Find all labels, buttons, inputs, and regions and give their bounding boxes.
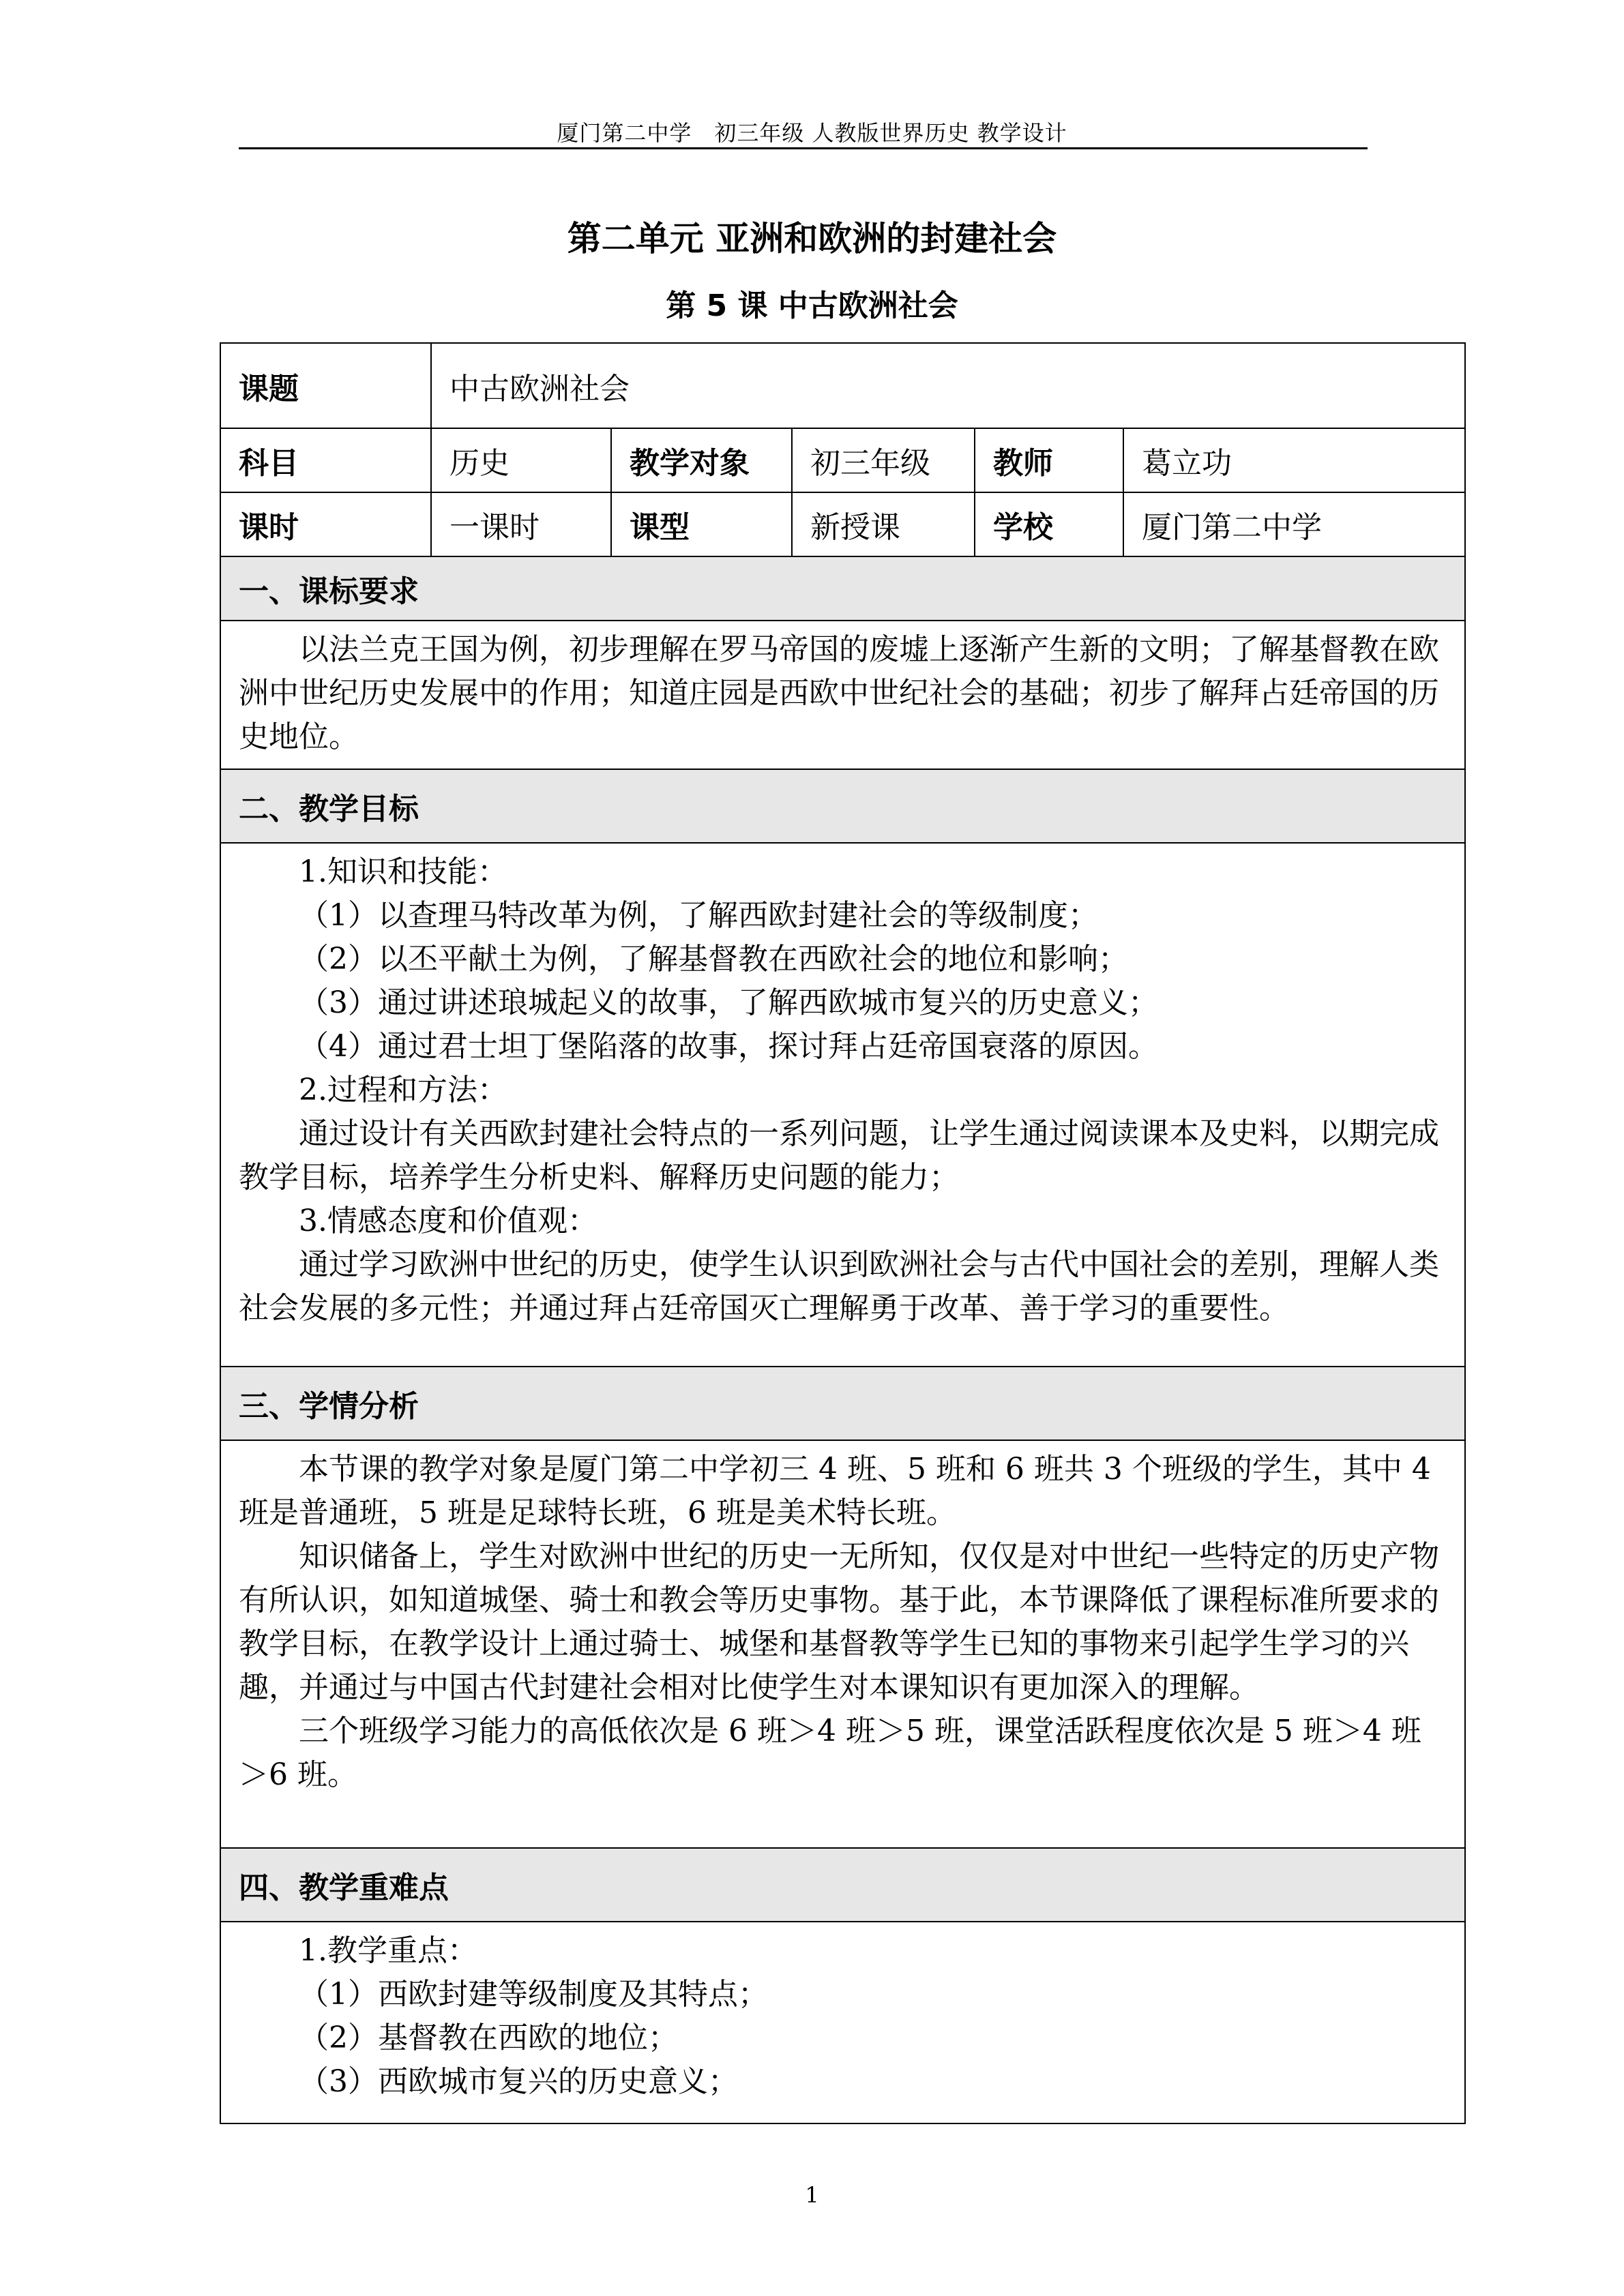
subject-value: 历史 (431, 428, 611, 492)
lesson-title: 第 5 课 中古欧洲社会 (666, 288, 958, 323)
section-2-body-row (220, 843, 1465, 1367)
goal-line: （1）以查理马特改革为例，了解西欧封建社会的等级制度； (299, 898, 1098, 933)
section-4-title: 四、教学重难点 (220, 1848, 1465, 1922)
section-2-title: 二、教学目标 (220, 769, 1465, 843)
subject-row (220, 428, 1465, 492)
audience-label: 教学对象 (611, 428, 792, 492)
section-3-body-row (220, 1440, 1465, 1848)
school-value: 厦门第二中学 (1123, 492, 1465, 556)
school-label: 学校 (975, 492, 1123, 556)
page-number: 1 (805, 2182, 819, 2208)
goal-line: （3）通过讲述琅城起义的故事，了解西欧城市复兴的历史意义； (299, 985, 1158, 1020)
keypoint-line: 1.教学重点： (299, 1933, 477, 1968)
analysis-para: 三个班级学习能力的高低依次是 6 班＞4 班＞5 班，课堂活跃程度依次是 5 班＞4 班＞6 班。 (239, 1714, 1421, 1792)
topic-label: 课题 (220, 343, 431, 428)
goal-line: 通过学习欧洲中世纪的历史，使学生认识到欧洲社会与古代中国社会的差别，理解人类社会发展的多元性；并通过拜占廷帝国灭亡理解勇于改革、善于学习的重要性。 (239, 1247, 1439, 1326)
goal-line: （4）通过君士坦丁堡陷落的故事，探讨拜占廷帝国衰落的原因。 (299, 1029, 1158, 1064)
header-rule (239, 147, 1368, 149)
goal-line: 2.过程和方法： (299, 1073, 507, 1107)
section-1-title: 一、课标要求 (220, 556, 1465, 621)
section-3-header (220, 1367, 1465, 1440)
goal-line: 通过设计有关西欧封建社会特点的一系列问题，让学生通过阅读课本及史料，以期完成教学目标，培养学生分析史料、解释历史问题的能力； (239, 1116, 1439, 1195)
keypoint-line: （1）西欧封建等级制度及其特点； (299, 1977, 768, 2012)
section-1-body-row (220, 621, 1465, 769)
keypoint-line: （3）西欧城市复兴的历史意义； (299, 2064, 738, 2099)
section-3-title: 三、学情分析 (220, 1367, 1465, 1440)
type-value: 新授课 (792, 492, 975, 556)
subject-label: 科目 (220, 428, 431, 492)
topic-row (220, 343, 1465, 428)
lesson-design-table (220, 342, 1466, 2124)
running-header: 厦门第二中学 初三年级 人教版世界历史 教学设计 (557, 120, 1067, 146)
section-1-header (220, 556, 1465, 621)
topic-value: 中古欧洲社会 (431, 343, 1465, 428)
section-1-body: 以法兰克王国为例，初步理解在罗马帝国的废墟上逐渐产生新的文明；了解基督教在欧洲中世纪历史发展中的作用；知道庄园是西欧中世纪社会的基础；初步了解拜占廷帝国的历史地位。 (239, 632, 1439, 754)
goal-line: 3.情感态度和价值观： (299, 1204, 597, 1238)
goal-line: （2）以丕平献土为例，了解基督教在西欧社会的地位和影响； (299, 942, 1128, 976)
keypoint-line: （2）基督教在西欧的地位； (299, 2021, 678, 2055)
period-label: 课时 (220, 492, 431, 556)
analysis-para: 知识储备上，学生对欧洲中世纪的历史一无所知，仅仅是对中世纪一些特定的历史产物有所认识，如知道城堡、骑士和教会等历史事物。基于此，本节课降低了课程标准所要求的教学目标，在教学设计上通过骑士、城堡和基督教等学生已知的事物来引起学生学习的兴趣，并通过与中国古代封建社会相对比使学生对本课知识有更加深入的理解。 (239, 1539, 1439, 1705)
analysis-para: 本节课的教学对象是厦门第二中学初三 4 班、5 班和 6 班共 3 个班级的学生，其中 4 班是普通班，5 班是足球特长班，6 班是美术特长班。 (239, 1452, 1431, 1530)
teacher-value: 葛立功 (1123, 428, 1465, 492)
period-row (220, 492, 1465, 556)
period-value: 一课时 (431, 492, 611, 556)
section-2-header (220, 769, 1465, 843)
unit-title: 第二单元 亚洲和欧洲的封建社会 (567, 219, 1057, 258)
section-4-body-row (220, 1922, 1465, 2123)
section-4-header (220, 1848, 1465, 1922)
type-label: 课型 (611, 492, 792, 556)
audience-value: 初三年级 (792, 428, 975, 492)
goal-line: 1.知识和技能： (299, 854, 507, 889)
teacher-label: 教师 (975, 428, 1123, 492)
